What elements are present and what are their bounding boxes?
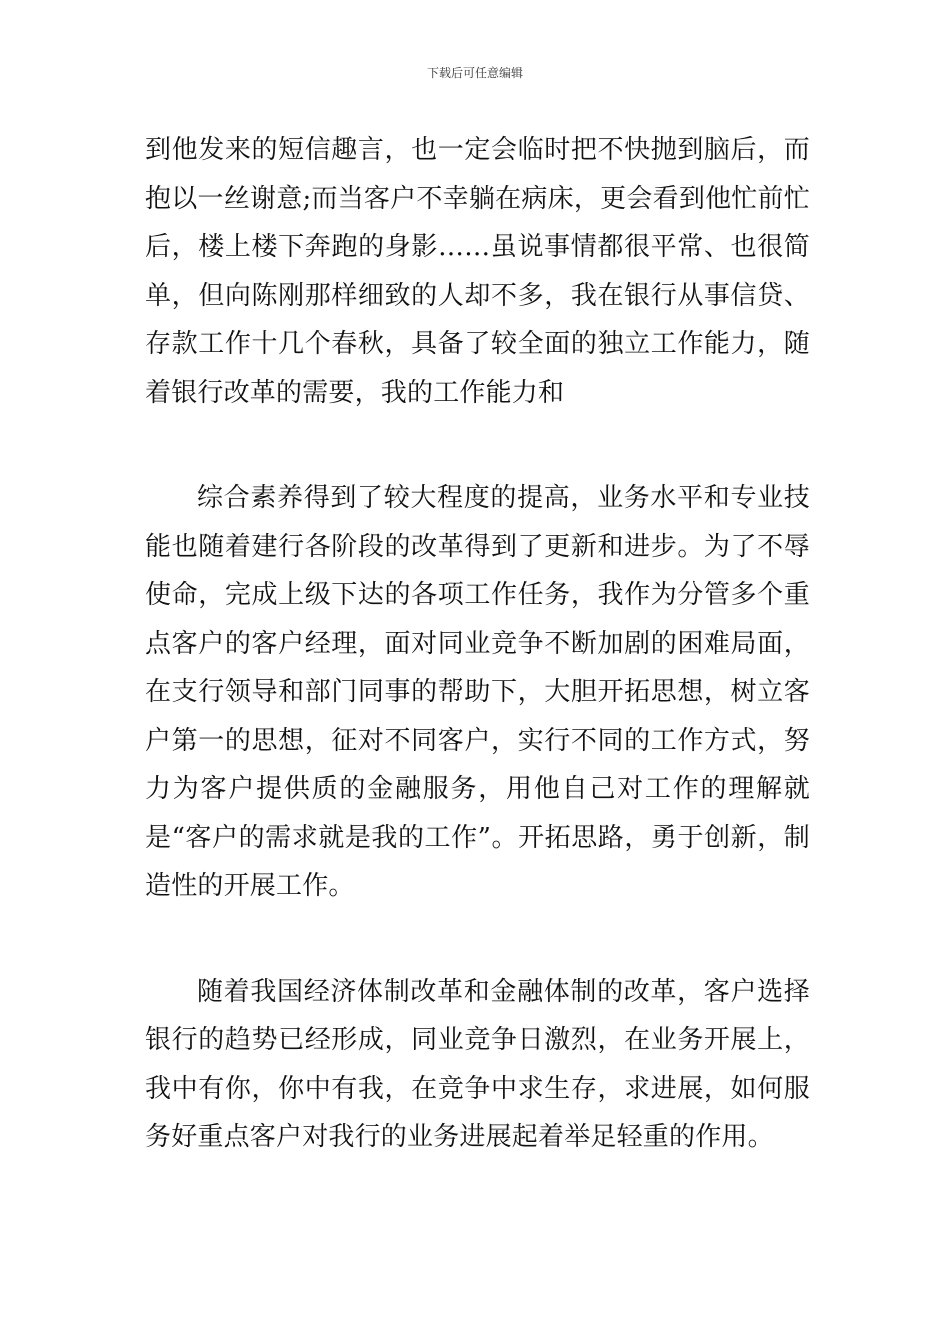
paragraph-3: 随着我国经济体制改革和金融体制的改革，客户选择银行的趋势已经形成，同业竞争日激烈，在业务开展上，我中有你，你中有我，在竞争中求生存，求进展，如何服务好重点客户对我行的业务进展起着举足轻重的作用。 — [145, 976, 810, 1152]
document-body — [145, 126, 810, 1162]
paragraph-1: 到他发来的短信趣言，也一定会临时把不快抛到脑后，而抱以一丝谢意;而当客户不幸躺在病床，更会看到他忙前忙后，楼上楼下奔跑的身影……虽说事情都很平常、也很简单，但向陈刚那样细致的人却不多，我在银行从事信贷、存款工作十几个春秋，具备了较全面的独立工作能力，随着银行改革的需要，我的工作能力和 — [145, 135, 810, 408]
page-header: 下载后可任意编辑 — [426, 66, 523, 80]
paragraph-2: 综合素养得到了较大程度的提高，业务水平和专业技能也随着建行各阶段的改革得到了更新和进步。为了不辱使命，完成上级下达的各项工作任务，我作为分管多个重点客户的客户经理，面对同业竞争不断加剧的困难局面，在支行领导和部门同事的帮助下，大胆开拓思想，树立客户第一的思想，征对不同客户，实行不同的工作方式，努力为客户提供质的金融服务，用他自己对工作的理解就是“客户的需求就是我的工作”。开拓思路，勇于创新，制造性的开展工作。 — [145, 483, 810, 901]
